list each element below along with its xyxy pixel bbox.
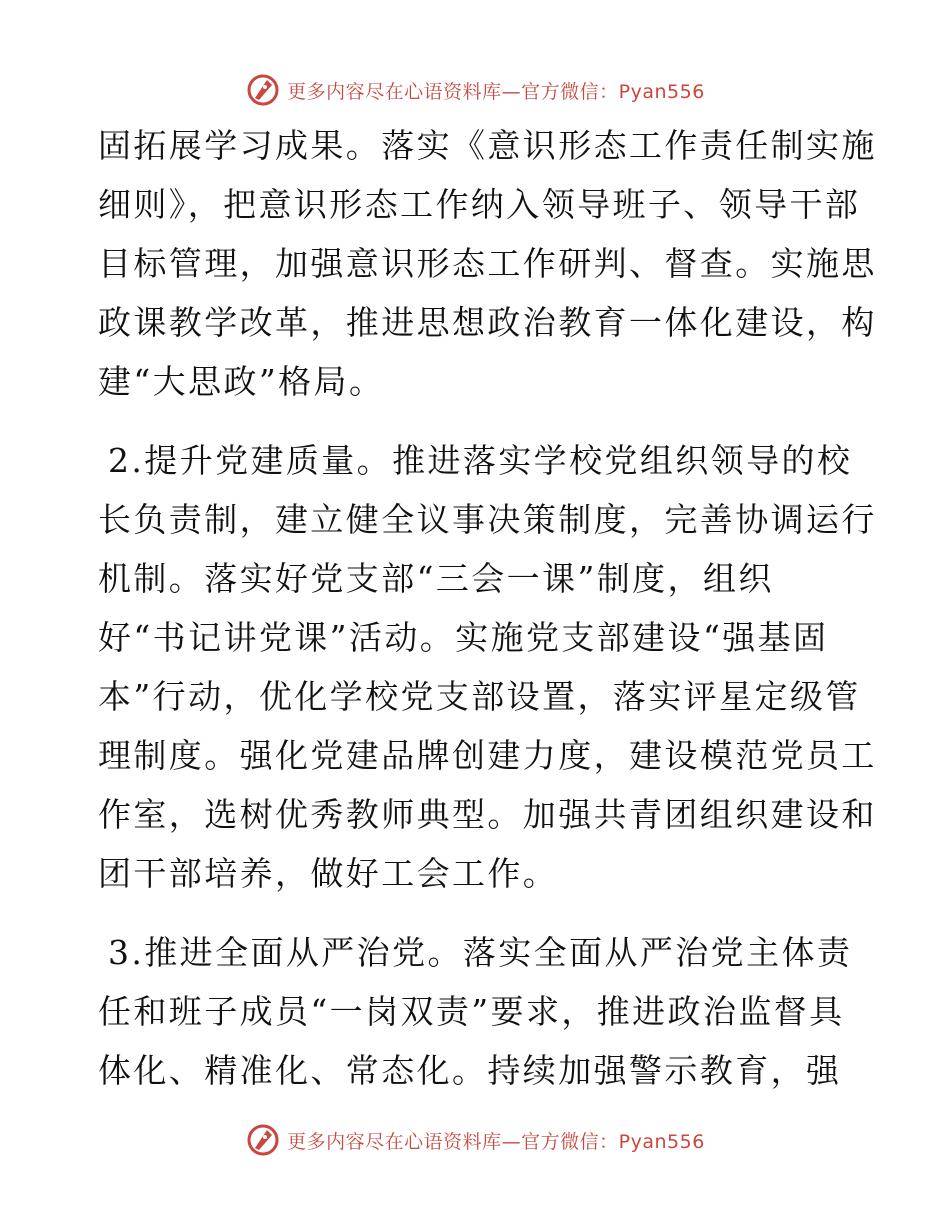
footer-banner <box>0 1120 950 1160</box>
paragraph-line: 细则》，把意识形态工作纳入领导班子、领导干部 <box>98 185 861 224</box>
paragraph-line: 任和班子成员“一岗双责”要求，推进政治监督具 <box>98 992 845 1031</box>
paragraph-line: 建“大思政”格局。 <box>98 362 385 401</box>
paragraph-1 <box>98 116 877 411</box>
paragraph-line: 目标管理，加强意识形态工作研判、督查。实施思 <box>98 244 877 283</box>
pen-nib-logo-icon <box>245 72 281 108</box>
paragraph-line: 本”行动，优化学校党支部设置，落实评星定级管 <box>98 677 861 716</box>
header-banner <box>0 70 950 110</box>
paragraph-line: 3.推进全面从严治党。落实全面从严治党主体责 <box>108 933 853 972</box>
paragraph-2 <box>98 431 877 903</box>
header-banner-text: 更多内容尽在心语资料库—官方微信：Pyan556 <box>287 80 705 103</box>
paragraph-line: 团干部培养，做好工会工作。 <box>98 854 559 893</box>
document-body <box>98 116 877 1120</box>
paragraph-line: 固拓展学习成果。落实《意识形态工作责任制实施 <box>98 126 877 165</box>
paragraph-line: 2.提升党建质量。推进落实学校党组织领导的校 <box>108 441 853 480</box>
footer-banner-text: 更多内容尽在心语资料库—官方微信：Pyan556 <box>287 1130 705 1153</box>
paragraph-line: 机制。落实好党支部“三会一课”制度，组织 <box>98 559 774 598</box>
pen-nib-logo-icon <box>245 1122 281 1158</box>
paragraph-3 <box>98 923 858 1100</box>
paragraph-line: 理制度。强化党建品牌创建力度，建设模范党员工 <box>98 736 877 775</box>
paragraph-line: 政课教学改革，推进思想政治教育一体化建设，构 <box>98 303 877 342</box>
paragraph-line: 长负责制，建立健全议事决策制度，完善协调运行 <box>98 500 877 539</box>
paragraph-line: 好“书记讲党课”活动。实施党支部建设“强基固 <box>98 618 829 657</box>
paragraph-line: 作室，选树优秀教师典型。加强共青团组织建设和 <box>98 795 877 834</box>
paragraph-line: 体化、精准化、常态化。持续加强警示教育，强 <box>98 1051 842 1090</box>
